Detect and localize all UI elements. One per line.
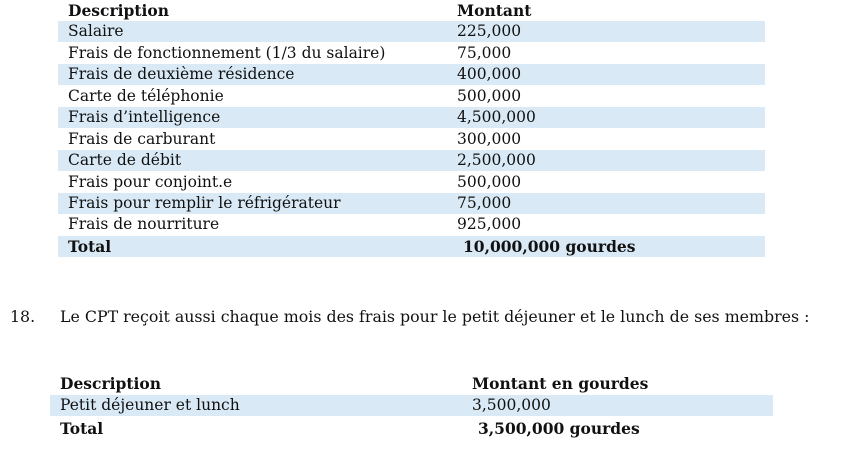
table-row <box>58 107 765 128</box>
total-amount: 10,000,000 gourdes <box>463 237 636 256</box>
total-label: Total <box>68 237 112 256</box>
row-description: Carte de téléphonie <box>68 87 224 105</box>
table-row <box>58 172 765 193</box>
row-amount: 75,000 <box>457 44 512 62</box>
row-description: Frais d’intelligence <box>68 108 221 126</box>
table-header-row <box>50 373 773 394</box>
header-amount: Montant <box>457 1 532 20</box>
table-row <box>58 64 765 85</box>
header-description: Description <box>60 374 162 393</box>
row-amount: 2,500,000 <box>457 151 536 169</box>
row-description: Frais de fonctionnement (1/3 du salaire) <box>68 44 386 62</box>
row-description: Frais de carburant <box>68 130 216 148</box>
row-amount: 925,000 <box>457 215 522 233</box>
table-header-row <box>58 0 765 21</box>
row-description: Salaire <box>68 22 124 40</box>
header-amount: Montant en gourdes <box>472 374 649 393</box>
row-description: Carte de débit <box>68 151 182 169</box>
row-description: Frais de nourriture <box>68 215 220 233</box>
table-row <box>58 43 765 64</box>
total-amount: 3,500,000 gourdes <box>478 419 640 438</box>
row-amount: 3,500,000 <box>472 396 551 414</box>
table-row <box>58 21 765 42</box>
row-amount: 500,000 <box>457 173 522 191</box>
row-amount: 500,000 <box>457 87 522 105</box>
table-row <box>50 395 773 416</box>
row-amount: 400,000 <box>457 65 522 83</box>
table-total-row <box>58 236 765 257</box>
paragraph-number: 18. <box>10 307 36 326</box>
table-row <box>58 193 765 214</box>
table-total-row <box>50 418 773 439</box>
paragraph-text: Le CPT reçoit aussi chaque mois des frais pour le petit déjeuner et le lunch de ses membres : <box>60 307 810 326</box>
row-description: Frais pour conjoint.e <box>68 173 233 191</box>
table-row <box>58 86 765 107</box>
table-row <box>58 214 765 235</box>
row-amount: 225,000 <box>457 22 522 40</box>
table-row <box>58 150 765 171</box>
total-label: Total <box>60 419 104 438</box>
header-description: Description <box>68 1 170 20</box>
row-amount: 300,000 <box>457 130 522 148</box>
table-row <box>58 129 765 150</box>
row-amount: 75,000 <box>457 194 512 212</box>
paragraph-18 <box>10 306 825 328</box>
row-description: Petit déjeuner et lunch <box>60 396 240 414</box>
row-description: Frais pour remplir le réfrigérateur <box>68 194 341 212</box>
row-amount: 4,500,000 <box>457 108 536 126</box>
row-description: Frais de deuxième résidence <box>68 65 295 83</box>
